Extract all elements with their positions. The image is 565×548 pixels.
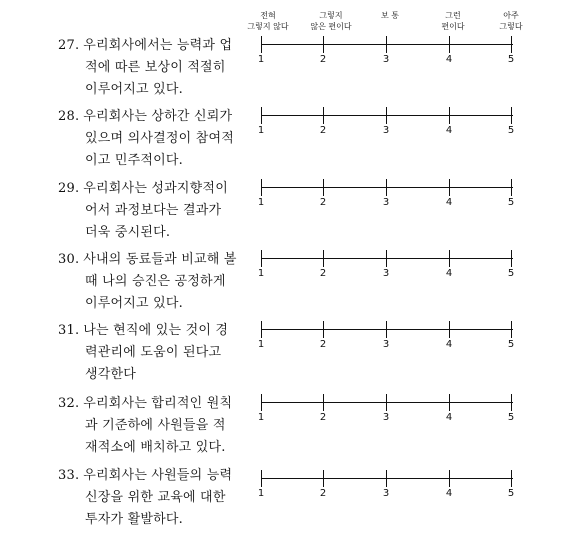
scale-tick-5[interactable] [511,394,512,411]
scale-header-5 [476,10,546,32]
question-line-1-text: 우리회사는 상하간 신뢰가 [83,109,233,124]
question-line-3: 이고 민주적이다. [85,153,183,168]
question-number: 31. [58,323,80,338]
question-line-1-text: 우리회사는 성과지향적이 [83,181,228,196]
scale-tick-5[interactable] [511,36,512,53]
scale-number-1: 1 [257,488,265,499]
scale-tick-3[interactable] [386,107,387,124]
survey-item-28 [58,106,565,176]
scale-tick-2[interactable] [323,107,324,124]
scale-header-3-line-1: 보 통 [381,11,399,20]
question-line-1 [58,465,248,487]
scale-tick-5[interactable] [511,321,512,338]
scale-tick-4[interactable] [449,107,450,124]
survey-item-27 [58,35,565,105]
question-line-2: 과 기준하에 사원들을 적 [85,418,226,433]
scale-tick-4[interactable] [449,179,450,196]
scale-number-1: 1 [257,412,265,423]
scale-line [261,115,513,116]
scale-number-4: 4 [445,197,453,208]
scale-number-2: 2 [319,197,327,208]
scale-number-5: 5 [507,197,515,208]
scale-tick-3[interactable] [386,394,387,411]
scale-number-3: 3 [382,197,390,208]
scale-header-5-line-1: 아주 [503,11,519,20]
scale-number-1: 1 [257,125,265,136]
scale-header-4-line-2: 편이다 [441,22,465,31]
scale-number-2: 2 [319,125,327,136]
scale-tick-1[interactable] [261,250,262,267]
likert-scale[interactable] [257,393,515,423]
question-line-1 [58,178,248,200]
question-line-2: 력관리에 도움이 된다고 [85,345,222,360]
survey-item-30 [58,249,565,319]
question-number: 29. [58,181,80,196]
scale-line [261,478,513,479]
scale-number-2: 2 [319,268,327,279]
survey-item-31 [58,320,565,390]
likert-scale[interactable] [257,469,515,499]
question-line-1-text: 우리회사에서는 능력과 업 [83,38,233,53]
survey-item-29 [58,178,565,248]
scale-number-5: 5 [507,339,515,350]
scale-number-3: 3 [382,54,390,65]
scale-tick-3[interactable] [386,179,387,196]
scale-number-2: 2 [319,488,327,499]
scale-tick-4[interactable] [449,250,450,267]
scale-header-1-line-2: 그렇지 않다 [247,22,289,31]
question-number: 33. [58,468,80,483]
question-line-2: 어서 과정보다는 결과가 [85,203,222,218]
question-line-1 [58,106,248,128]
question-line-1-text: 나는 현직에 있는 것이 경 [83,323,229,338]
question-line-3: 투자가 활발하다. [85,512,183,527]
scale-tick-4[interactable] [449,394,450,411]
scale-number-5: 5 [507,412,515,423]
scale-tick-1[interactable] [261,107,262,124]
question-number: 32. [58,396,80,411]
scale-tick-3[interactable] [386,470,387,487]
question-line-2: 있으며 의사결정이 참여적 [85,131,235,146]
scale-tick-2[interactable] [323,394,324,411]
scale-number-2: 2 [319,54,327,65]
survey-item-33 [58,465,565,535]
scale-number-1: 1 [257,54,265,65]
scale-line [261,402,513,403]
question-text [58,393,248,459]
scale-number-2: 2 [319,339,327,350]
scale-line [261,329,513,330]
scale-header-2-line-1: 그렇지 [319,11,343,20]
scale-tick-1[interactable] [261,179,262,196]
question-line-3: 이루어지고 있다. [85,296,183,311]
scale-number-3: 3 [382,339,390,350]
scale-tick-2[interactable] [323,470,324,487]
scale-tick-2[interactable] [323,36,324,53]
scale-header-1-line-1: 전혀 [260,11,276,20]
scale-line [261,187,513,188]
scale-number-4: 4 [445,125,453,136]
question-line-2: 적에 따른 보상이 적절히 [85,60,226,75]
question-line-3: 이루어지고 있다. [85,82,183,97]
scale-header-5-line-2: 그렇다 [499,22,523,31]
scale-number-5: 5 [507,125,515,136]
scale-tick-3[interactable] [386,36,387,53]
scale-tick-3[interactable] [386,321,387,338]
scale-tick-4[interactable] [449,321,450,338]
scale-tick-5[interactable] [511,250,512,267]
likert-scale[interactable] [257,249,515,279]
question-number: 27. [58,38,80,53]
question-line-3: 생각한다 [85,367,137,382]
question-text [58,106,248,172]
question-text [58,35,248,101]
question-line-1-text: 우리회사는 합리적인 원칙 [83,396,233,411]
scale-number-5: 5 [507,268,515,279]
scale-tick-1[interactable] [261,394,262,411]
scale-number-4: 4 [445,268,453,279]
question-line-1-text: 사내의 동료들과 비교해 볼 [83,252,237,267]
scale-number-4: 4 [445,339,453,350]
question-text [58,178,248,244]
question-text [58,465,248,531]
scale-tick-5[interactable] [511,470,512,487]
scale-number-1: 1 [257,339,265,350]
scale-tick-4[interactable] [449,470,450,487]
scale-header-3 [355,10,425,21]
scale-number-5: 5 [507,488,515,499]
question-line-2: 때 나의 승진은 공정하게 [85,274,226,289]
likert-scale[interactable] [257,178,515,208]
question-line-3: 재적소에 배치하고 있다. [85,440,226,455]
scale-number-3: 3 [382,268,390,279]
scale-number-3: 3 [382,488,390,499]
question-line-1 [58,249,248,271]
scale-number-3: 3 [382,125,390,136]
scale-number-1: 1 [257,268,265,279]
question-line-1 [58,35,248,57]
question-number: 30. [58,252,80,267]
scale-line [261,44,513,45]
scale-tick-1[interactable] [261,36,262,53]
scale-header-2-line-2: 않은 편이다 [310,22,352,31]
question-line-1 [58,393,248,415]
scale-number-5: 5 [507,54,515,65]
scale-number-1: 1 [257,197,265,208]
scale-number-3: 3 [382,412,390,423]
scale-tick-1[interactable] [261,470,262,487]
scale-tick-2[interactable] [323,250,324,267]
scale-number-2: 2 [319,412,327,423]
scale-header-4-line-1: 그런 [445,11,461,20]
question-text [58,249,248,315]
scale-header-1 [233,10,303,32]
likert-scale[interactable] [257,35,515,65]
question-line-1 [58,320,248,342]
scale-tick-3[interactable] [386,250,387,267]
scale-line [261,258,513,259]
scale-tick-5[interactable] [511,179,512,196]
question-text [58,320,248,386]
likert-scale[interactable] [257,106,515,136]
survey-item-32 [58,393,565,463]
scale-tick-2[interactable] [323,321,324,338]
scale-number-4: 4 [445,412,453,423]
question-line-2: 신장을 위한 교육에 대한 [85,490,226,505]
scale-tick-5[interactable] [511,107,512,124]
scale-number-4: 4 [445,54,453,65]
likert-scale[interactable] [257,320,515,350]
question-line-3: 더욱 중시된다. [85,225,171,240]
question-number: 28. [58,109,80,124]
question-line-1-text: 우리회사는 사원들의 능력 [83,468,233,483]
scale-tick-1[interactable] [261,321,262,338]
scale-tick-4[interactable] [449,36,450,53]
scale-tick-2[interactable] [323,179,324,196]
scale-number-4: 4 [445,488,453,499]
